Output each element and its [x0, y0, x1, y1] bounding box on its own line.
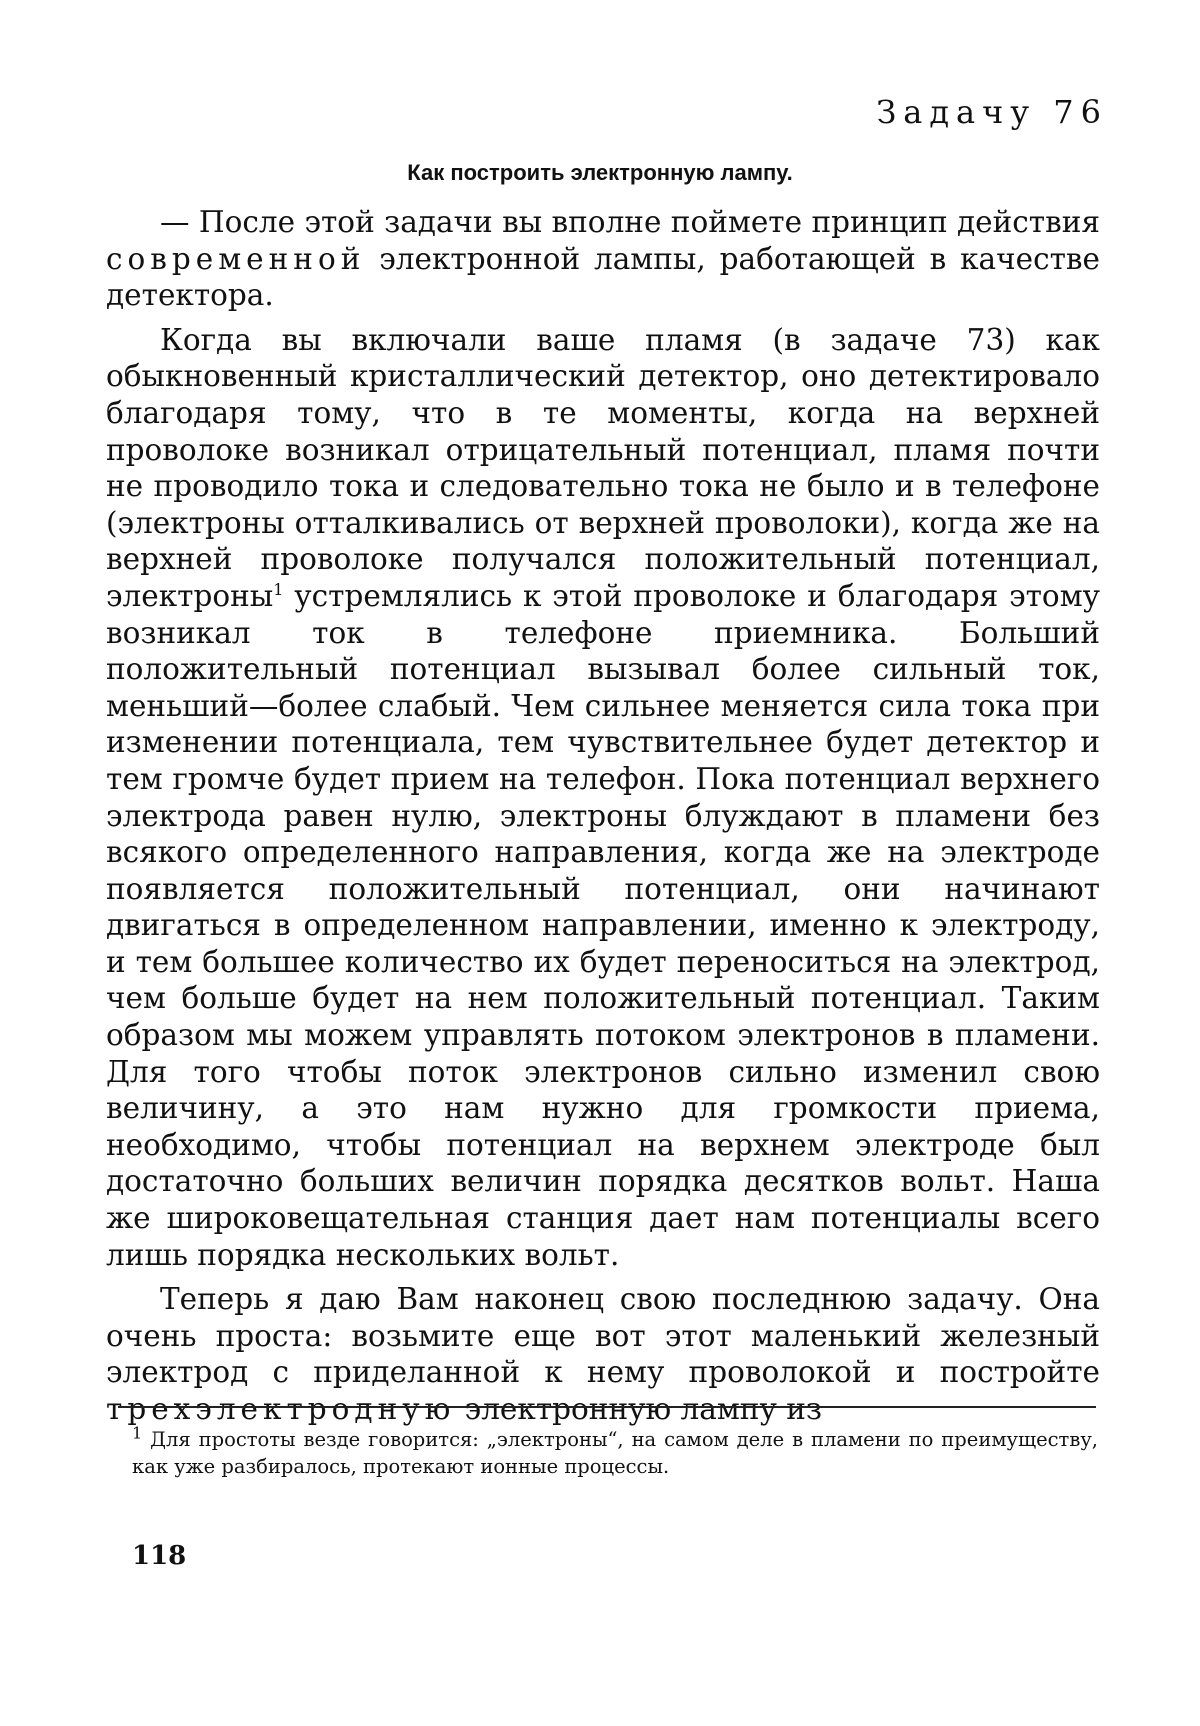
section-subtitle: Как построить электронную лампу.: [407, 160, 793, 185]
paragraph-1: [106, 204, 1100, 314]
paragraph-1-start: — После этой задачи вы вполне поймете принцип действия: [160, 205, 1100, 239]
task-heading: Задачу 76: [876, 93, 1108, 131]
page-number: 118: [132, 1541, 187, 1571]
paragraph-3-spaced-word: трехэлектродную: [106, 1392, 456, 1426]
paragraph-3-end: электронную лампу из: [455, 1392, 822, 1426]
paragraph-2-end: устремлялись к этой проволоке и благодаря этому возникал ток в телефоне приемника. Больший положительный потенциал вызывал более сильный ток, меньший—более слабый. Чем сильнее меняется сила тока при изменении потенциала, тем чувствительнее будет детектор и тем громче будет прием на телефон. Пока потенциал верхнего электрода равен нулю, электроны блуждают в пламени без всякого определенного направления, когда же на электроде появляется положительный потенциал, они начинают двигаться в определенном направлении, именно к электроду, и тем большее количество их будет переноситься на электрод, чем больше будет на нем положительный потенциал. Таким образом мы можем управлять потоком электронов в пламени. Для того чтобы поток электронов сильно изменил свою величину, а это нам нужно для громкости приема, необходимо, чтобы потенциал на верхнем электроде был достаточно больших величин порядка десятков вольт. Наша же широковещательная станция дает нам потенциалы всего лишь порядка нескольких вольт.: [106, 578, 1100, 1272]
paragraph-2-start: Когда вы включали ваше пламя (в задаче 73) как обыкновенный кристаллический детектор, оно детектировало благодаря тому, что в те моменты, когда на верхней проволоке возникал отрицательный потенциал, пламя почти не проводило тока и следовательно тока не было и в телефоне (электроны отталкивались от верхней проволоки), когда же на верхней проволоке получался положительный потенциал, электроны: [106, 322, 1100, 613]
footnote-divider: [118, 1406, 1096, 1408]
footnote-text: Для простоты везде говорится: „электроны“, на самом деле в пламени по преимуществу, как уже разбиралось, протекают ионные процессы.: [132, 1428, 1098, 1478]
footnote-marker: 1: [132, 1423, 143, 1443]
paragraph-3-start: Теперь я даю Вам наконец свою последнюю задачу. Она очень проста: возьмите еще вот этот маленький железный электрод с приделанной к нему проволокой и постройте: [106, 1282, 1100, 1390]
paragraph-1-spaced-word: современной: [106, 241, 366, 276]
footnote: [132, 1423, 1098, 1480]
footnote-reference: 1: [273, 580, 284, 600]
paragraph-2: [106, 322, 1100, 1273]
body-text: [106, 204, 1100, 1428]
paragraph-1-end: электронной лампы, работающей в качестве детектора.: [106, 241, 1100, 313]
